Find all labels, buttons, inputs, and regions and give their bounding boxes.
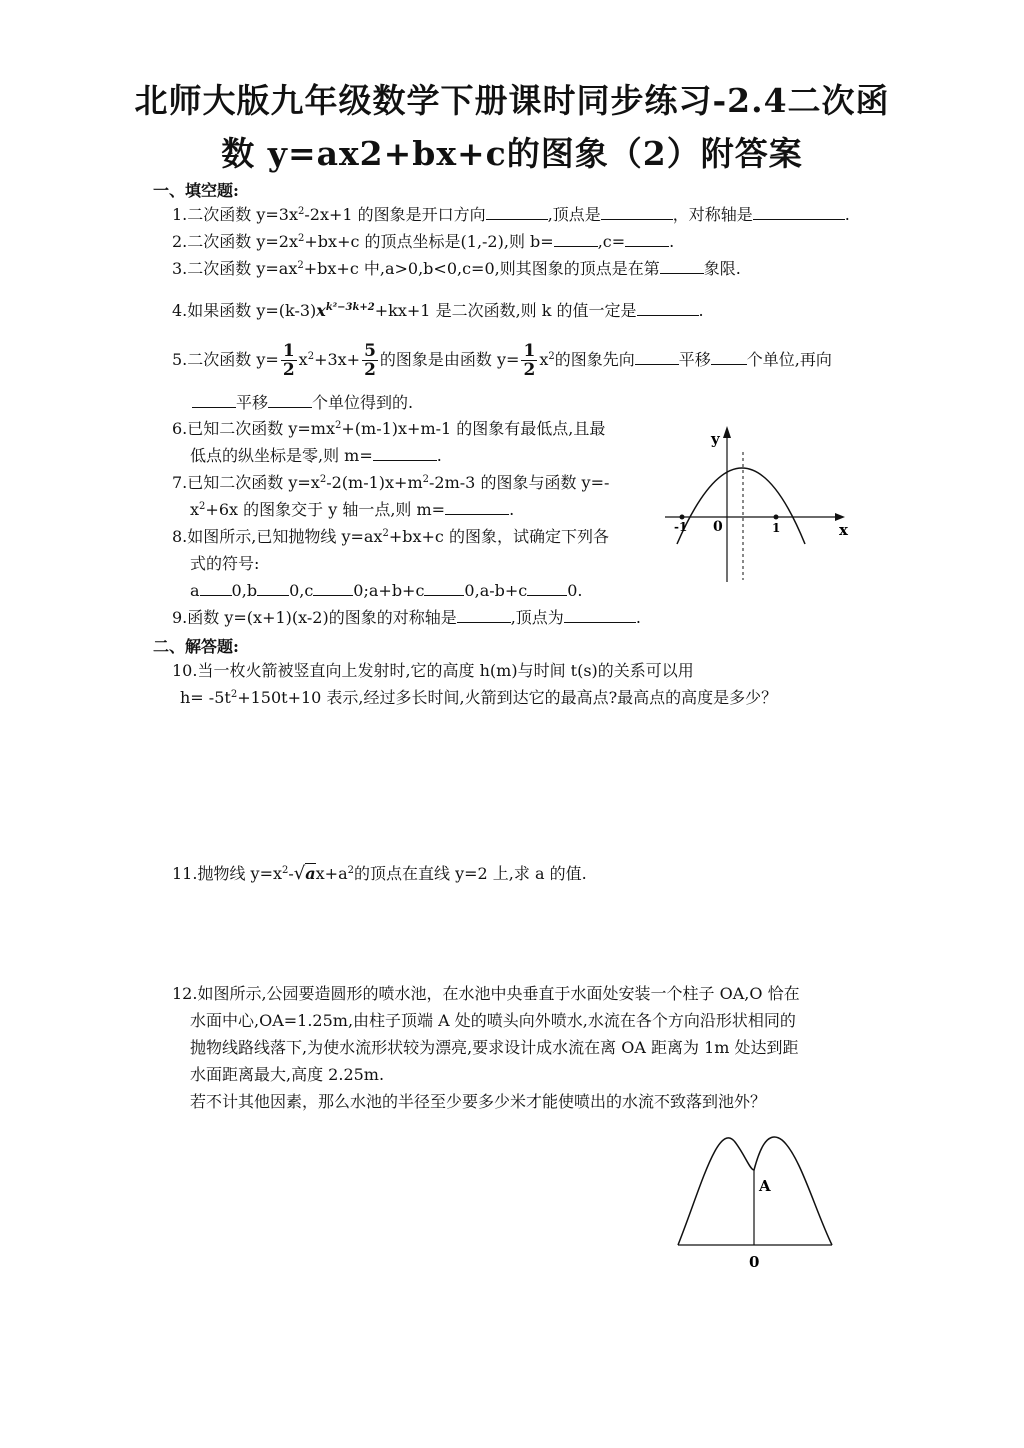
question-12-line3: 抛物线路线落下,为使水流形状较为漂亮,要求设计成水流在离 OA 距离为 1m 处达到距: [190, 1038, 799, 1057]
root-point-right: [774, 515, 779, 520]
x-axis-arrow: [835, 513, 845, 521]
question-8: 8.如图所示,已知抛物线 $y=ax^2+bx+c$ 的图象，试确定下列各: [172, 527, 609, 546]
parabola-graph: [655, 422, 865, 587]
question-10-line2: $h= -5t^2+150t+10$ 表示,经过多长时间,火箭到达它的最高点?最高点的高度是多少？: [180, 688, 778, 707]
point-o-label: 0: [749, 1253, 760, 1271]
answer-blank[interactable]: [457, 606, 511, 623]
answer-blank[interactable]: [268, 391, 312, 408]
answer-blank[interactable]: [637, 299, 699, 316]
question-2: 2.二次函数 $y=2x^2+bx+c$ 的顶点坐标是(1,-2),则 b= ,c= .: [172, 232, 675, 251]
answer-blank[interactable]: [486, 203, 548, 220]
answer-blank[interactable]: [711, 348, 747, 365]
answer-blank[interactable]: [445, 498, 509, 515]
y-axis-label: y: [711, 430, 720, 448]
section-solve-heading: 二、解答题:: [153, 637, 239, 656]
question-10: 10.当一枚火箭被竖直向上发射时,它的高度 h(m)与时间 t(s)的关系可以用: [172, 661, 694, 680]
answer-blank[interactable]: [373, 444, 437, 461]
answer-blank[interactable]: [625, 230, 669, 247]
question-8-line3: a 0,b 0,c 0;a+b+c 0,a-b+c 0.: [190, 581, 583, 600]
parabola-curve: [677, 468, 805, 544]
answer-blank[interactable]: [313, 579, 353, 596]
point-a-label: A: [759, 1177, 771, 1195]
answer-blank[interactable]: [527, 579, 567, 596]
answer-blank[interactable]: [564, 606, 636, 623]
origin-label: 0: [713, 519, 723, 535]
question-11: 11.抛物线 $y=x^2-√ax+a^2$的顶点在直线 y=2 上,求 a 的值.: [172, 863, 587, 884]
fraction-five-halves: $\frac{5}{2}$: [364, 341, 376, 380]
fraction-one-half: $\frac{1}{2}$: [523, 341, 536, 380]
question-7-line2: $x^2+6x$ 的图象交于 y 轴一点,则 m= .: [190, 500, 515, 519]
question-12-line2: 水面中心,OA=1.25m,由柱子顶端 A 处的喷头向外喷水,水流在各个方向沿形状相同的: [190, 1011, 796, 1030]
sqrt-a: √a: [293, 863, 316, 884]
question-8-line2: 式的符号:: [190, 554, 260, 573]
question-6: 6.已知二次函数 $y=mx^2+(m-1)x+m-1$ 的图象有最低点,且最: [172, 419, 606, 438]
question-1: 1.二次函数 $y=3x^2-2x+1$ 的图象是开口方向 ,顶点是 ，对称轴是 .: [172, 205, 850, 224]
y-axis-arrow: [723, 426, 731, 438]
question-7: 7.已知二次函数 $y=x^2-2(m-1)x+m^2-2m-3$ 的图象与函数 y=-: [172, 473, 610, 492]
question-12-line5: 若不计其他因素，那么水池的半径至少要多少米才能使喷出的水流不致落到池外？: [190, 1092, 767, 1111]
question-12-line4: 水面距离最大,高度 2.25m.: [190, 1065, 385, 1084]
doc-title-line1: 北师大版九年级数学下册课时同步练习-2.4二次函: [134, 81, 890, 120]
root-point-left: [680, 515, 685, 520]
question-3: 3.二次函数 $y=ax^2+bx+c$ 中,a>0,b<0,c=0,则其图象的顶点是在第 象限.: [172, 259, 741, 278]
answer-blank[interactable]: [257, 579, 289, 596]
question-5-line2: 平移 个单位得到的.: [192, 391, 413, 415]
answer-blank[interactable]: [601, 203, 673, 220]
tick-label-one: 1: [772, 521, 781, 535]
answer-blank[interactable]: [192, 391, 236, 408]
water-stream-curve: [678, 1137, 832, 1245]
question-12: 12.如图所示,公园要造圆形的喷水池，在水池中央垂直于水面处安装一个柱子 OA,O 恰在: [172, 984, 800, 1003]
fraction-one-half: $\frac{1}{2}$: [282, 341, 295, 380]
fountain-diagram: [670, 1130, 845, 1275]
doc-title-line2: 数 y=ax2+bx+c的图象（2）附答案: [221, 134, 803, 173]
question-4: 4.如果函数 $y=(k-3)x^{k^2-3k+2}+kx+1$ 是二次函数,则 k 的值一定是 .: [172, 301, 704, 320]
answer-blank[interactable]: [200, 579, 232, 596]
x-axis-label: x: [839, 521, 848, 539]
section-fill-in-heading: 一、填空题:: [153, 181, 239, 200]
answer-blank[interactable]: [554, 230, 598, 247]
answer-blank[interactable]: [424, 579, 464, 596]
question-5: 5.二次函数 y= $\frac{1}{2}$ $x^2+3x+$ $\frac{5}{2}$ 的图象是由函数 y= $\frac{1}{2}$ $x^2$的图象先向 平移 个单位,再向: [172, 341, 832, 380]
question-9: 9.函数 y=(x+1)(x-2)的图象的对称轴是 ,顶点为 .: [172, 608, 641, 627]
question-6-line2: 低点的纵坐标是零,则 m= .: [190, 446, 442, 465]
tick-label-neg-one: -1: [674, 520, 688, 534]
answer-blank[interactable]: [660, 257, 704, 274]
answer-blank[interactable]: [753, 203, 845, 220]
answer-blank[interactable]: [635, 348, 679, 365]
